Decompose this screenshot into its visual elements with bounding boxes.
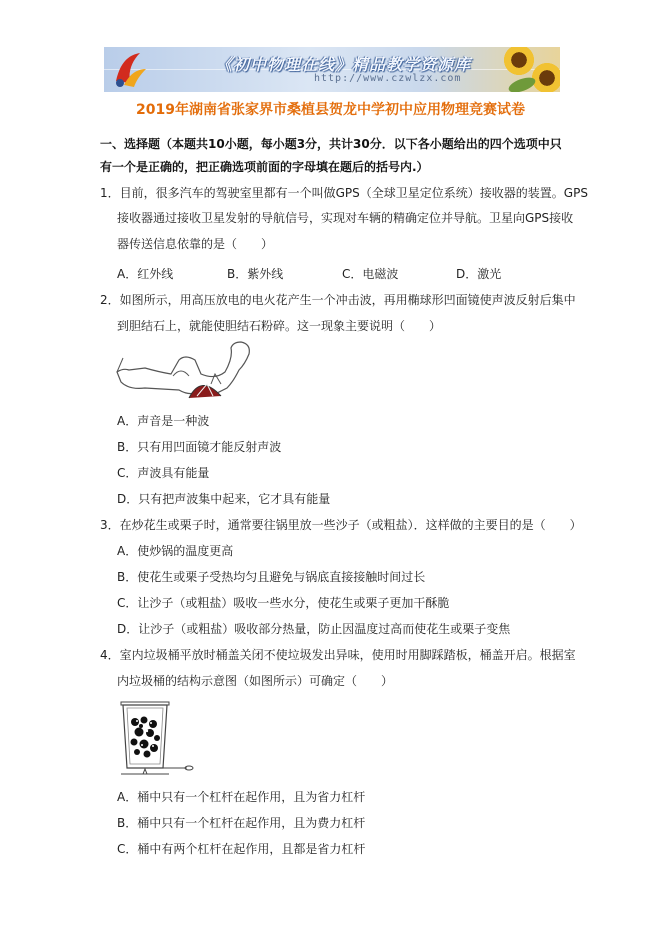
q1-option-c: C．电磁波 [342, 267, 399, 281]
q2-option-d: D．只有把声波集中起来，它才具有能量 [117, 492, 331, 506]
q1-line2: 接收器通过接收卫星发射的导航信号，实现对车辆的精确定位并导航。卫星向GPS接收 [117, 211, 574, 225]
lithotripsy-figure [115, 338, 255, 400]
q4-option-c: C．桶中有两个杠杆在起作用，且都是省力杠杆 [117, 842, 366, 856]
site-logo-icon [110, 51, 150, 89]
q1-option-b: B．紫外线 [227, 267, 284, 281]
q2-line2: 到胆结石上，就能使胆结石粉碎。这一现象主要说明（ ） [117, 319, 442, 333]
q4-line1: 4．室内垃圾桶平放时桶盖关闭不使垃圾发出异味，使用时用脚踩踏板，桶盖开启。根据室 [100, 648, 576, 662]
banner-brand: 《初中物理在线》精品教学资源库 [216, 55, 472, 74]
q3-option-c: C．让沙子（或粗盐）吸收一些水分，使花生或栗子更加干酥脆 [117, 596, 450, 610]
q3-option-a: A．使炒锅的温度更高 [117, 544, 234, 558]
q1-option-d: D．激光 [456, 267, 502, 281]
q4-line2: 内垃圾桶的结构示意图（如图所示）可确定（ ） [117, 674, 394, 688]
leaf-icon [507, 75, 537, 92]
q3-option-d: D．让沙子（或粗盐）吸收部分热量，防止因温度过高而使花生或栗子变焦 [117, 622, 511, 636]
page-title: 2019年湖南省张家界市桑植县贺龙中学初中应用物理竞赛试卷 [136, 102, 525, 118]
q1-line3: 器传送信息依靠的是（ ） [117, 237, 274, 251]
q3-line1: 3．在炒花生或栗子时，通常要往锅里放一些沙子（或粗盐）．这样做的主要目的是（ ） [100, 518, 582, 532]
q2-option-a: A．声音是一种波 [117, 414, 210, 428]
q2-option-c: C．声波具有能量 [117, 466, 210, 480]
q3-option-b: B．使花生或栗子受热均匀且避免与锅底直接接触时间过长 [117, 570, 426, 584]
section-heading-line1: 一、选择题（本题共10小题，每小题3分，共计30分．以下各小题给出的四个选项中只 [100, 137, 562, 151]
q4-option-b: B．桶中只有一个杠杆在起作用，且为费力杠杆 [117, 816, 366, 830]
q2-option-b: B．只有用凹面镜才能反射声波 [117, 440, 282, 454]
sunflower-icon [530, 61, 560, 92]
header-banner [104, 47, 560, 92]
q1-option-a: A．红外线 [117, 267, 174, 281]
q4-option-a: A．桶中只有一个杠杆在起作用，且为省力杠杆 [117, 790, 366, 804]
banner-url: http://www.czwlzx.com [314, 73, 462, 84]
trash-bin-figure [117, 700, 197, 778]
section-heading-line2: 有一个是正确的，把正确选项前面的字母填在题后的括号内.） [100, 160, 429, 174]
q2-line1: 2．如图所示，用高压放电的电火花产生一个冲击波，再用椭球形凹面镜使声波反射后集中 [100, 293, 576, 307]
q1-line1: 1．目前，很多汽车的驾驶室里都有一个叫做GPS（全球卫星定位系统）接收器的装置。GPS [100, 186, 588, 200]
